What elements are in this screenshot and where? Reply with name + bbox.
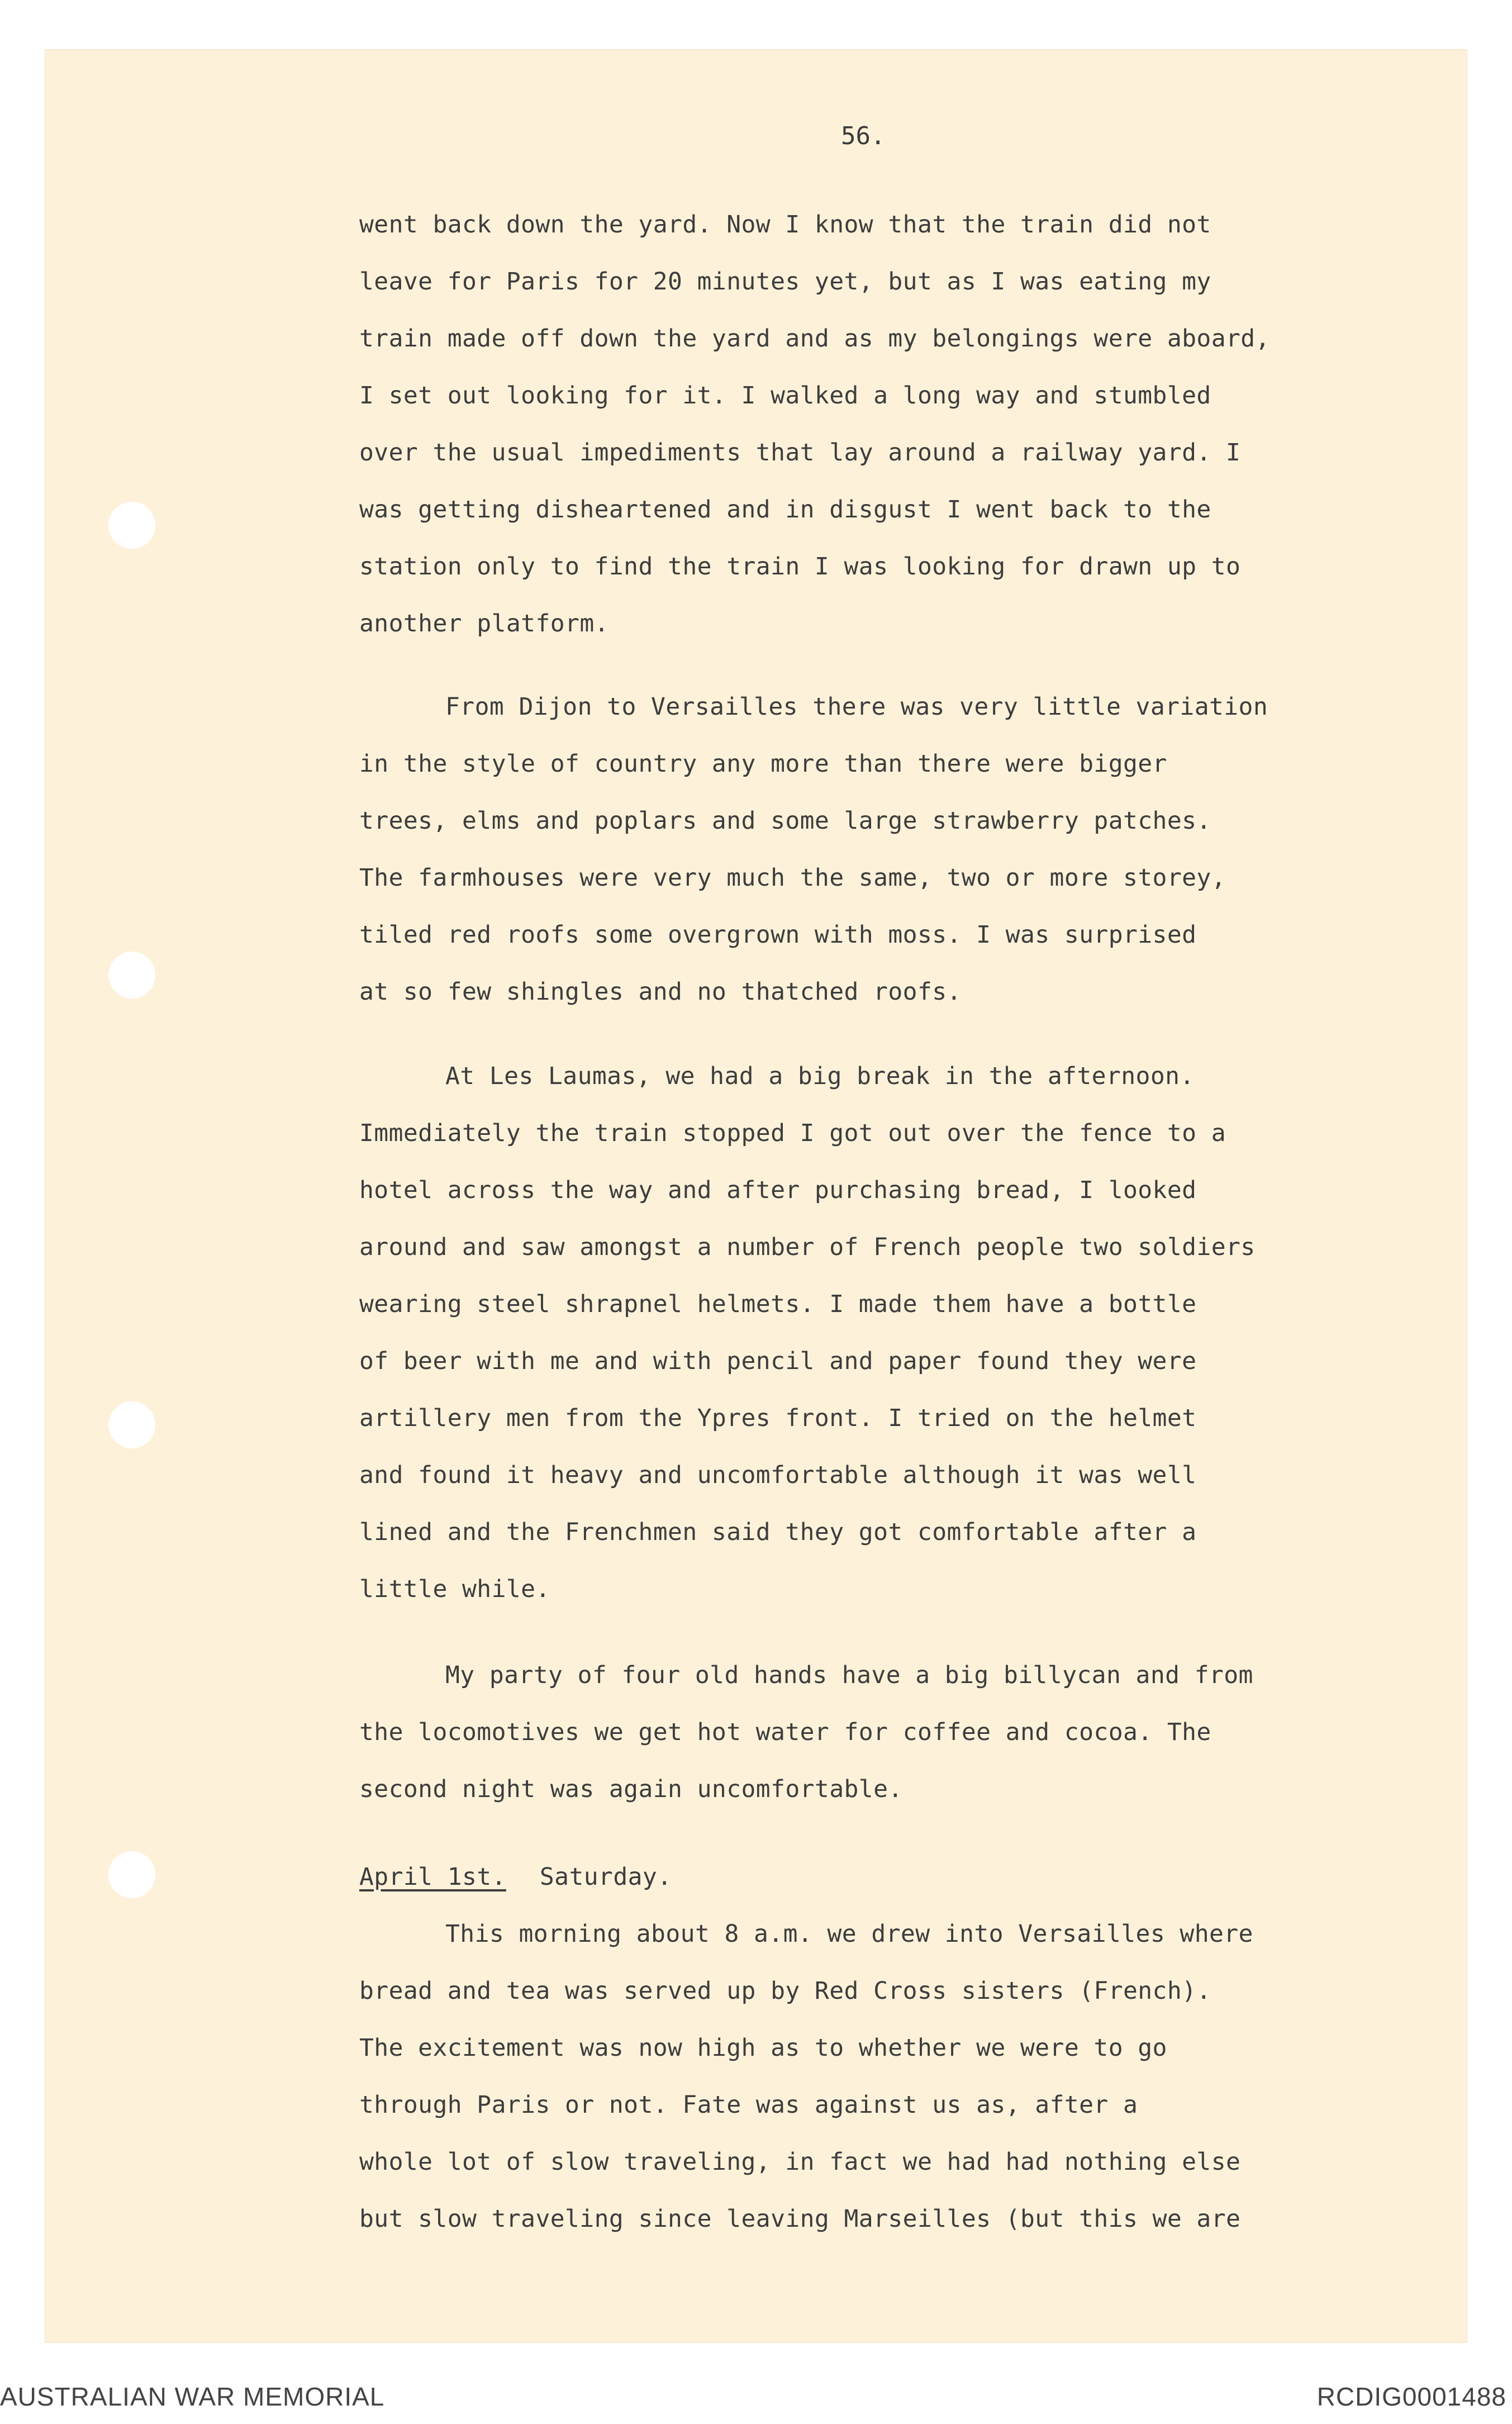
text-line: in the style of country any more than there were bigger bbox=[359, 750, 1167, 778]
text-line: tiled red roofs some overgrown with moss. I was surprised bbox=[359, 921, 1197, 949]
text-line: station only to find the train I was looking for drawn up to bbox=[359, 553, 1241, 581]
text-line: bread and tea was served up by Red Cross sisters (French). bbox=[359, 1977, 1211, 2005]
text-line: Immediately the train stopped I got out over the fence to a bbox=[359, 1119, 1226, 1147]
text-line: around and saw amongst a number of French people two soldiers bbox=[359, 1233, 1256, 1261]
text-line: over the usual impediments that lay around a railway yard. I bbox=[359, 439, 1241, 467]
paragraph-4 bbox=[359, 1647, 1421, 1818]
text-line: second night was again uncomfortable. bbox=[359, 1775, 903, 1803]
punch-hole bbox=[108, 1401, 155, 1448]
text-line: was getting disheartened and in disgust I went back to the bbox=[359, 496, 1211, 524]
paragraph-3 bbox=[359, 1048, 1421, 1618]
text-line: leave for Paris for 20 minutes yet, but as I was eating my bbox=[359, 268, 1211, 296]
punch-hole bbox=[108, 1851, 155, 1898]
entry-date: April 1st. bbox=[359, 1863, 506, 1891]
footer-record-id: RCDIG0001488 bbox=[1316, 2382, 1506, 2411]
text-line: The excitement was now high as to whether we were to go bbox=[359, 2034, 1167, 2062]
text-line: From Dijon to Versailles there was very little variation bbox=[445, 693, 1268, 721]
text-line: but slow traveling since leaving Marseilles (but this we are bbox=[359, 2205, 1241, 2233]
entry-day: Saturday. bbox=[539, 1863, 672, 1891]
text-line: and found it heavy and uncomfortable although it was well bbox=[359, 1461, 1197, 1489]
text-line: through Paris or not. Fate was against us as, after a bbox=[359, 2091, 1138, 2119]
text-line: train made off down the yard and as my belongings were aboard, bbox=[359, 325, 1270, 353]
text-line: another platform. bbox=[359, 610, 609, 638]
text-line: the locomotives we get hot water for coffee and cocoa. The bbox=[359, 1718, 1211, 1746]
page-number: 56. bbox=[841, 122, 886, 150]
text-line: trees, elms and poplars and some large strawberry patches. bbox=[359, 807, 1211, 835]
text-line: lined and the Frenchmen said they got comfortable after a bbox=[359, 1518, 1197, 1546]
text-line: artillery men from the Ypres front. I tried on the helmet bbox=[359, 1404, 1197, 1432]
text-line: at so few shingles and no thatched roofs. bbox=[359, 978, 962, 1006]
text-line: hotel across the way and after purchasing bread, I looked bbox=[359, 1176, 1197, 1204]
text-line: of beer with me and with pencil and paper found they were bbox=[359, 1347, 1197, 1375]
punch-hole bbox=[108, 952, 155, 999]
paragraph-2 bbox=[359, 678, 1421, 1020]
text-line: My party of four old hands have a big billycan and from bbox=[445, 1661, 1253, 1689]
text-line: little while. bbox=[359, 1575, 550, 1603]
paragraph-1 bbox=[359, 196, 1421, 652]
text-line: went back down the yard. Now I know that the train did not bbox=[359, 211, 1211, 239]
text-line: This morning about 8 a.m. we drew into Versailles where bbox=[445, 1920, 1253, 1948]
footer-archive-name: AUSTRALIAN WAR MEMORIAL bbox=[0, 2382, 385, 2411]
text-line: whole lot of slow traveling, in fact we had had nothing else bbox=[359, 2148, 1241, 2176]
text-line: I set out looking for it. I walked a long way and stumbled bbox=[359, 382, 1211, 410]
punch-hole bbox=[108, 502, 155, 549]
diary-entry bbox=[359, 1848, 1421, 2247]
entry-date-line bbox=[359, 1848, 1421, 1905]
text-line: The farmhouses were very much the same, two or more storey, bbox=[359, 864, 1226, 892]
text-line: wearing steel shrapnel helmets. I made them have a bottle bbox=[359, 1290, 1197, 1318]
text-line: At Les Laumas, we had a big break in the afternoon. bbox=[445, 1062, 1195, 1090]
